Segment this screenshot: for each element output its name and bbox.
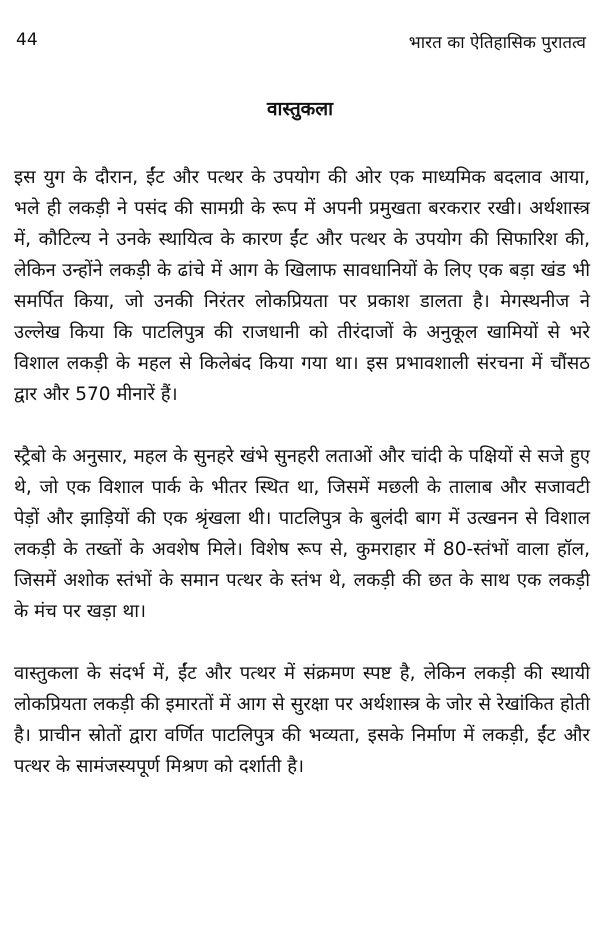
body-text (14, 162, 590, 782)
page-number: 44 (16, 30, 38, 50)
page-header (16, 30, 586, 54)
section-title: वास्तुकला (266, 98, 334, 120)
paragraph-3: वास्तुकला के संदर्भ में, ईंट और पत्थर में संक्रमण स्पष्ट है, लेकिन लकड़ी की स्थायी लोकप्रियता लकड़ी की इमारतों में आग से सुरक्षा पर अर्थशास्त्र के जोर से रेखांकित होती है। प्राचीन स्रोतों द्वारा वर्णित पाटलिपुत्र की भव्यता, इसके निर्माण में लकड़ी, ईंट और पत्थर के सामंजस्यपूर्ण मिश्रण को दर्शाती है। (14, 663, 590, 777)
running-title: भारत का ऐतिहासिक पुरातत्व (408, 33, 586, 53)
paragraph-2: स्ट्रैबो के अनुसार, महल के सुनहरे खंभे सुनहरी लताओं और चांदी के पक्षियों से सजे हुए थे, जो एक विशाल पार्क के भीतर स्थित था, जिसमें मछली के तालाब और सजावटी पेड़ों और झाड़ियों की एक श्रृंखला थी। पाटलिपुत्र के बुलंदी बाग में उत्खनन से विशाल लकड़ी के तख्तों के अवशेष मिले। विशेष रूप से, कुमराहार में 80-स्तंभों वाला हॉल, जिसमें अशोक स्तंभों के समान पत्थर के स्तंभ थे, लकड़ी की छत के साथ एक लकड़ी के मंच पर खड़ा था। (14, 446, 590, 622)
paragraph-1: इस युग के दौरान, ईंट और पत्थर के उपयोग की ओर एक माध्यमिक बदलाव आया, भले ही लकड़ी ने पसंद की सामग्री के रूप में अपनी प्रमुखता बरकरार रखी। अर्थशास्त्र में, कौटिल्य ने उनके स्थायित्व के कारण ईंट और पत्थर के उपयोग की सिफारिश की, लेकिन उन्होंने लकड़ी के ढांचे में आग के खिलाफ सावधानियों के लिए एक बड़ा खंड भी समर्पित किया, जो उनकी निरंतर लोकप्रियता पर प्रकाश डालता है। मेगस्थनीज ने उल्लेख किया कि पाटलिपुत्र की राजधानी को तीरंदाजों के अनुकूल खामियों से भरे विशाल लकड़ी के महल से किलेबंद किया गया था। इस प्रभावशाली संरचना में चौंसठ द्वार और 570 मीनारें हैं। (14, 167, 590, 405)
